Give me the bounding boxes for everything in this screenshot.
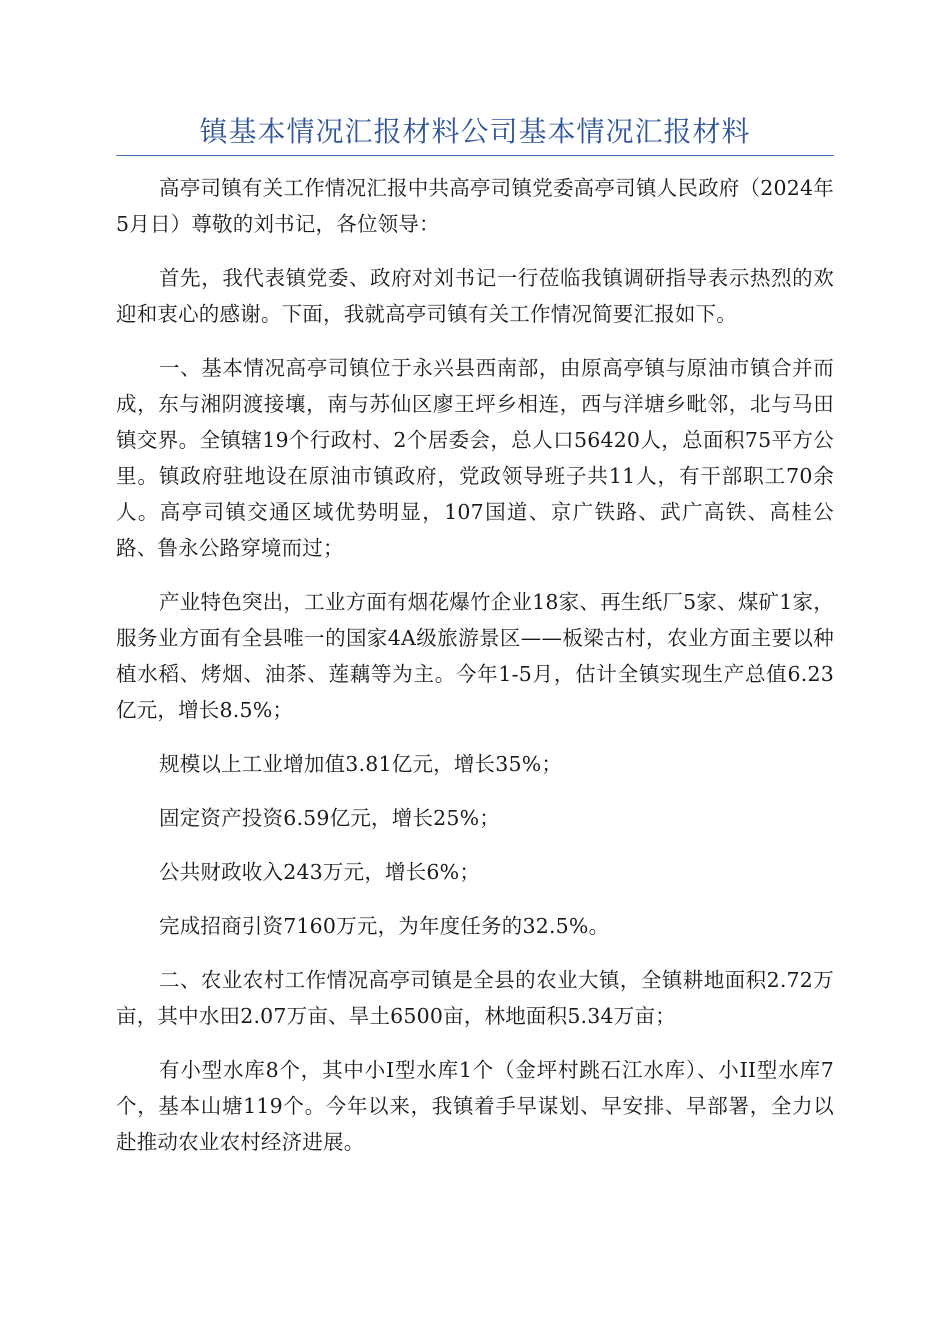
paragraph-industry: 产业特色突出，工业方面有烟花爆竹企业18家、再生纸厂5家、煤矿1家，服务业方面有全县唯一的国家4A级旅游景区——板梁古村，农业方面主要以种植水稻、烤烟、油茶、莲藕等为主。今年1-5月，估计全镇实现生产总值6.23亿元，增长8.5%；: [116, 590, 834, 722]
paragraph-fixed-investment: 固定资产投资6.59亿元，增长25%；: [159, 806, 501, 830]
paragraph-basic-situation: 一、基本情况高亭司镇位于永兴县西南部，由原高亭镇与原油市镇合并而成，东与湘阴渡接壤，南与苏仙区廖王坪乡相连，西与洋塘乡毗邻，北与马田镇交界。全镇辖19个行政村、2个居委会，总人口56420人，总面积75平方公里。镇政府驻地设在原油市镇政府，党政领导班子共11人，有干部职工70余人。高亭司镇交通区域优势明显，107国道、京广铁路、武广高铁、高桂公路、鲁永公路穿境而过；: [116, 356, 834, 560]
paragraph-salutation: 高亭司镇有关工作情况汇报中共高亭司镇党委高亭司镇人民政府（2024年5月日）尊敬的刘书记，各位领导：: [116, 176, 834, 236]
document-title: 镇基本情况汇报材料公司基本情况汇报材料: [199, 115, 751, 148]
document-body: [116, 170, 834, 1178]
paragraph-agriculture: 二、农业农村工作情况高亭司镇是全县的农业大镇，全镇耕地面积2.72万亩，其中水田2.07万亩、旱土6500亩，林地面积5.34万亩；: [116, 968, 834, 1028]
title-underline: [116, 155, 834, 156]
paragraph-reservoirs: 有小型水库8个，其中小Ⅰ型水库1个（金坪村跳石江水库）、小II型水库7个，基本山塘119个。今年以来，我镇着手早谋划、早安排、早部署，全力以赴推动农业农村经济进展。: [116, 1058, 834, 1154]
paragraph-investment-attraction: 完成招商引资7160万元，为年度任务的32.5%。: [159, 914, 610, 938]
paragraph-opening: 首先，我代表镇党委、政府对刘书记一行莅临我镇调研指导表示热烈的欢迎和衷心的感谢。下面，我就高亭司镇有关工作情况简要汇报如下。: [116, 266, 834, 326]
paragraph-industrial-value: 规模以上工业增加值3.81亿元，增长35%；: [159, 752, 563, 776]
paragraph-fiscal-revenue: 公共财政收入243万元，增长6%；: [159, 860, 481, 884]
